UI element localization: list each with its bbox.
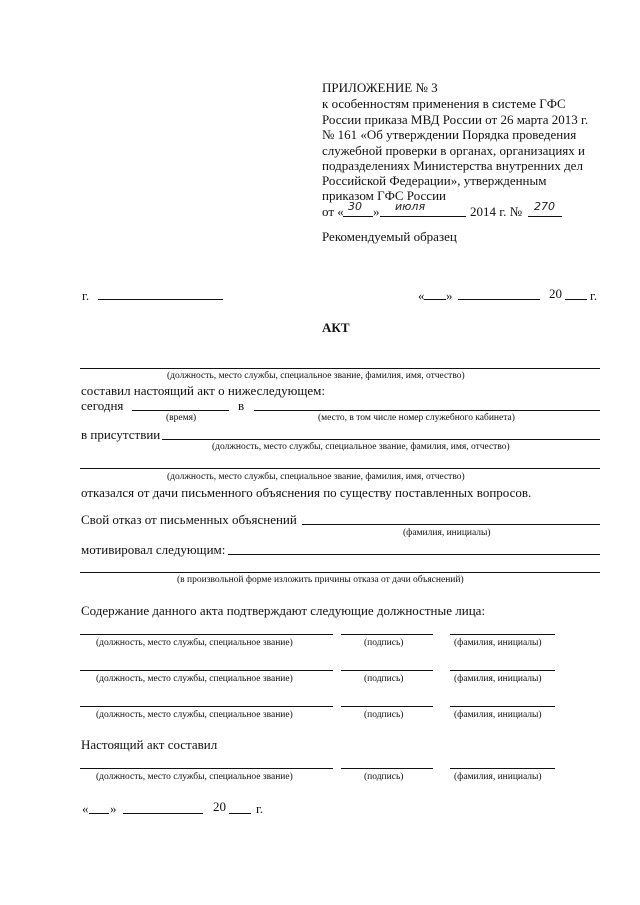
- header-line: Российской Федерации», утвержденным: [322, 173, 547, 188]
- date-quote-open: «: [418, 288, 425, 303]
- caption-initials: (фамилия, инициалы): [454, 638, 542, 648]
- header-date-prefix: от «: [322, 204, 344, 219]
- caption-person: (должность, место службы, специальное звание, фамилия, имя, отчество): [167, 472, 465, 482]
- caption-initials: (фамилия, инициалы): [454, 772, 542, 782]
- date-quote-open: «: [82, 801, 89, 816]
- caption-position: (должность, место службы, специальное звание): [96, 638, 293, 648]
- header-date-day: 30: [348, 200, 362, 213]
- header-line: России приказа МВД России от 26 марта 2013 г.: [322, 112, 589, 127]
- caption-signature: (подпись): [364, 638, 404, 648]
- caption-time: (время): [166, 413, 197, 423]
- caption-signature: (подпись): [364, 772, 404, 782]
- motivated-label: мотивировал следующим:: [81, 542, 226, 557]
- caption-position: (должность, место службы, специальное звание): [96, 710, 293, 720]
- composed-text: составил настоящий акт о нижеследующем:: [81, 383, 325, 398]
- header-line: приказом ГФС России: [322, 188, 446, 203]
- appendix-title: ПРИЛОЖЕНИЕ № 3: [322, 80, 438, 95]
- header-date-year: 2014 г. №: [470, 204, 523, 219]
- caption-person: (должность, место службы, специальное звание, фамилия, имя, отчество): [167, 371, 465, 381]
- refused-text: отказался от дачи письменного объяснения по существу поставленных вопросов.: [81, 485, 532, 500]
- caption-signature: (подпись): [364, 674, 404, 684]
- refusal-label: Свой отказ от письменных объяснений: [81, 512, 297, 527]
- in-label: в: [238, 398, 245, 413]
- header-line: служебной проверки в органах, организациях и: [322, 143, 585, 158]
- composed-by-label: Настоящий акт составил: [81, 737, 218, 752]
- today-label: сегодня: [81, 398, 124, 413]
- caption-name: (фамилия, инициалы): [403, 528, 491, 538]
- caption-initials: (фамилия, инициалы): [454, 674, 542, 684]
- caption-reasons: (в произвольной форме изложить причины отказа от дачи объяснений): [177, 575, 464, 585]
- header-order-number: 270: [534, 200, 555, 213]
- header-line: № 161 «Об утверждении Порядка проведения: [322, 127, 577, 142]
- caption-position: (должность, место службы, специальное звание): [96, 674, 293, 684]
- confirm-text: Содержание данного акта подтверждают следующие должностные лица:: [81, 603, 486, 618]
- header-date-quote: »: [373, 204, 380, 219]
- date-century: 20: [213, 799, 226, 814]
- caption-place: (место, в том числе номер служебного кабинета): [318, 413, 515, 423]
- caption-signature: (подпись): [364, 710, 404, 720]
- date-quote-close: »: [110, 801, 117, 816]
- date-century: 20: [549, 286, 562, 301]
- caption-position: (должность, место службы, специальное звание): [96, 772, 293, 782]
- date-year-suffix: г.: [256, 801, 264, 816]
- document-title: АКТ: [322, 320, 350, 335]
- header-date-month: июля: [395, 200, 426, 213]
- place-prefix: г.: [82, 288, 90, 303]
- caption-person: (должность, место службы, специальное звание, фамилия, имя, отчество): [212, 442, 510, 452]
- recommended-sample: Рекомендуемый образец: [322, 229, 457, 244]
- header-line: подразделениях Министерства внутренних дел: [322, 158, 583, 173]
- caption-initials: (фамилия, инициалы): [454, 710, 542, 720]
- header-line: к особенностям применения в системе ГФС: [322, 96, 566, 111]
- presence-label: в присутствии: [81, 427, 161, 442]
- date-year-suffix: г.: [590, 288, 598, 303]
- date-quote-close: »: [446, 288, 453, 303]
